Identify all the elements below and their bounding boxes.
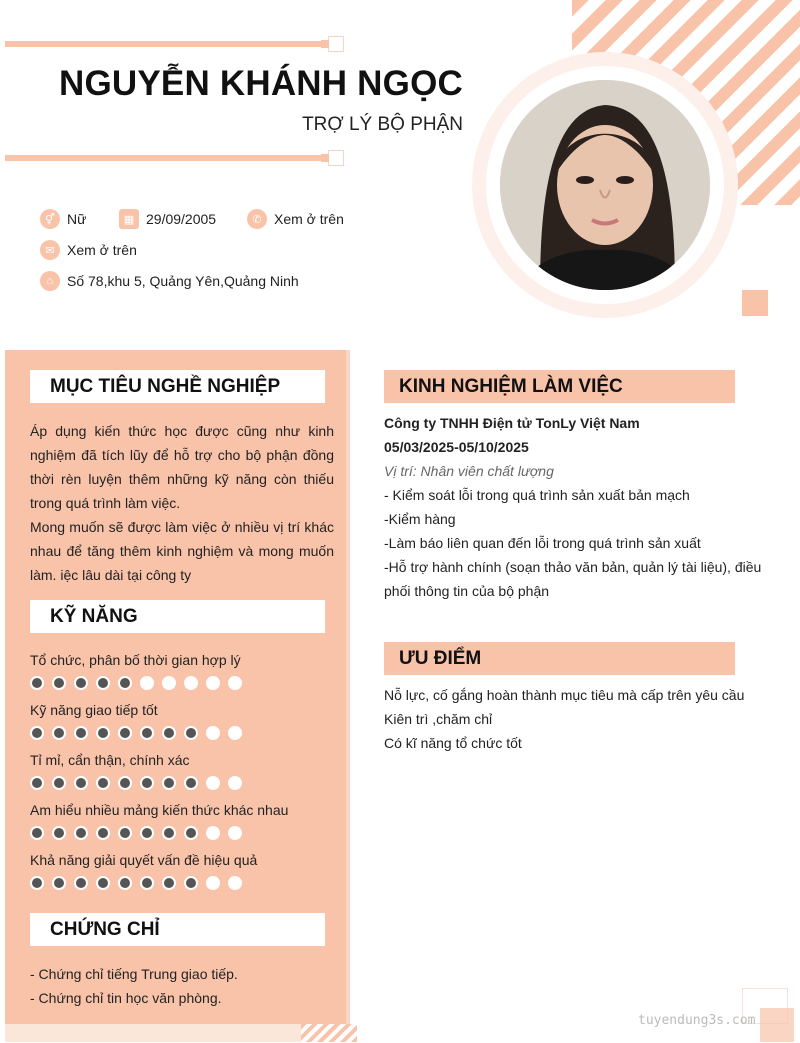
certificates-list — [30, 962, 238, 1010]
header-line-top — [5, 41, 328, 47]
experience-company: Công ty TNHH Điện tử TonLy Việt Nam — [384, 415, 640, 431]
strength-item: Nỗ lực, cố gắng hoàn thành mục tiêu mà cấp trên yêu cầu — [384, 687, 745, 703]
objective-paragraph-1: Áp dụng kiến thức học được cũng như kinh nghiệm đã tích lũy để hỗ trợ cho bộ phận đồng thời rèn luyện thêm những kỹ năng còn thiếu trong quá trình làm việc. — [30, 423, 334, 511]
rating-dot-filled — [52, 726, 66, 740]
experience-period: 05/03/2025-05/10/2025 — [384, 439, 529, 455]
experience-duty: -Làm báo liên quan đến lỗi trong quá trình sản xuất — [384, 535, 701, 551]
decorative-mask — [736, 205, 800, 295]
experience-duty: -Hỗ trợ hành chính (soạn thảo văn bản, quản lý tài liệu), điều phối thông tin của bộ phận — [384, 559, 762, 599]
rating-dot-filled — [162, 726, 176, 740]
rating-dot-filled — [118, 726, 132, 740]
gender-icon: ⚥ — [40, 209, 60, 229]
objective-text — [30, 419, 334, 587]
rating-dot-filled — [96, 726, 110, 740]
rating-dot-filled — [118, 876, 132, 890]
skill-label: Tỉ mỉ, cẩn thận, chính xác — [30, 752, 190, 768]
rating-dot-filled — [96, 776, 110, 790]
rating-dot-filled — [74, 726, 88, 740]
rating-dot-filled — [184, 826, 198, 840]
phone-icon: ✆ — [247, 209, 267, 229]
rating-dot-empty — [206, 826, 220, 840]
rating-dot-filled — [184, 776, 198, 790]
rating-dot-filled — [162, 776, 176, 790]
info-gender — [40, 209, 86, 229]
info-address — [40, 271, 299, 291]
rating-dot-empty — [228, 726, 242, 740]
skill-rating — [30, 726, 250, 740]
phone-value: Xem ở trên — [274, 211, 344, 227]
rating-dot-filled — [52, 676, 66, 690]
rating-dot-filled — [30, 876, 44, 890]
bottom-band — [5, 1024, 301, 1042]
rating-dot-empty — [228, 676, 242, 690]
rating-dot-empty — [162, 676, 176, 690]
rating-dot-filled — [140, 726, 154, 740]
experience-block — [384, 411, 769, 603]
header-line-top-dot — [321, 40, 329, 48]
experience-position: Vị trí: Nhân viên chất lượng — [384, 463, 554, 479]
rating-dot-filled — [118, 826, 132, 840]
rating-dot-empty — [228, 826, 242, 840]
rating-dot-filled — [118, 776, 132, 790]
address-value: Số 78,khu 5, Quảng Yên,Quảng Ninh — [67, 273, 299, 289]
rating-dot-filled — [74, 826, 88, 840]
rating-dot-filled — [52, 826, 66, 840]
experience-duty: -Kiểm hàng — [384, 511, 456, 527]
candidate-role: TRỢ LÝ BỘ PHẬN — [302, 114, 463, 135]
rating-dot-filled — [30, 826, 44, 840]
experience-duty: - Kiểm soát lỗi trong quá trình sản xuất bản mạch — [384, 487, 690, 503]
header-line-bottom — [5, 155, 328, 161]
avatar-portrait — [500, 80, 710, 290]
birthday-value: 29/09/2005 — [146, 211, 217, 227]
calendar-icon: ▦ — [119, 209, 139, 229]
candidate-name: NGUYỄN KHÁNH NGỌC — [59, 64, 463, 103]
strength-item: Kiên trì ,chăm chỉ — [384, 711, 493, 727]
skill-rating — [30, 676, 250, 690]
rating-dot-filled — [30, 776, 44, 790]
decorative-square — [742, 290, 768, 316]
home-icon: ⌂ — [40, 271, 60, 291]
skill-label: Kỹ năng giao tiếp tốt — [30, 702, 158, 718]
rating-dot-empty — [184, 676, 198, 690]
rating-dot-filled — [184, 726, 198, 740]
info-phone — [247, 209, 344, 229]
rating-dot-empty — [206, 726, 220, 740]
bottom-stripes — [301, 1024, 357, 1042]
skill-rating — [30, 776, 250, 790]
rating-dot-empty — [206, 776, 220, 790]
skill-label: Am hiểu nhiều mảng kiến thức khác nhau — [30, 802, 289, 818]
rating-dot-filled — [96, 676, 110, 690]
certificates-title: CHỨNG CHỈ — [30, 913, 325, 946]
rating-dot-empty — [228, 876, 242, 890]
rating-dot-empty — [140, 676, 154, 690]
objective-paragraph-2: Mong muốn sẽ được làm việc ở nhiều vị trí khác nhau để tăng thêm kinh nghiệm và mong muốn làm. iệc lâu dài tại công ty — [30, 519, 334, 583]
rating-dot-filled — [74, 876, 88, 890]
rating-dot-filled — [118, 676, 132, 690]
header-line-top-end — [328, 36, 344, 52]
rating-dot-filled — [52, 876, 66, 890]
rating-dot-empty — [206, 676, 220, 690]
email-icon: ✉ — [40, 240, 60, 260]
strength-item: Có kĩ năng tổ chức tốt — [384, 735, 522, 751]
rating-dot-filled — [74, 676, 88, 690]
skill-rating — [30, 826, 250, 840]
rating-dot-empty — [206, 876, 220, 890]
info-birthday — [119, 209, 216, 229]
objective-title: MỤC TIÊU NGHỀ NGHIỆP — [30, 370, 325, 403]
rating-dot-filled — [162, 826, 176, 840]
rating-dot-filled — [30, 676, 44, 690]
certificate-item: - Chứng chỉ tin học văn phòng. — [30, 990, 222, 1006]
header-line-bottom-dot — [321, 154, 329, 162]
rating-dot-filled — [140, 876, 154, 890]
info-email — [40, 240, 137, 260]
strengths-title: ƯU ĐIỂM — [384, 642, 735, 675]
left-column-shadow — [346, 350, 350, 1024]
rating-dot-filled — [96, 826, 110, 840]
email-value: Xem ở trên — [67, 242, 137, 258]
rating-dot-filled — [140, 776, 154, 790]
avatar — [500, 80, 710, 290]
skill-label: Tổ chức, phân bố thời gian hợp lý — [30, 652, 241, 668]
rating-dot-filled — [96, 876, 110, 890]
decorative-corner-square — [760, 1008, 794, 1042]
rating-dot-filled — [30, 726, 44, 740]
watermark: tuyendung3s.com — [638, 1013, 756, 1028]
skills-title: KỸ NĂNG — [30, 600, 325, 633]
rating-dot-empty — [228, 776, 242, 790]
experience-title: KINH NGHIỆM LÀM VIỆC — [384, 370, 735, 403]
rating-dot-filled — [140, 826, 154, 840]
strengths-list — [384, 683, 744, 755]
gender-value: Nữ — [67, 211, 87, 227]
rating-dot-filled — [162, 876, 176, 890]
rating-dot-filled — [74, 776, 88, 790]
certificate-item: - Chứng chỉ tiếng Trung giao tiếp. — [30, 966, 238, 982]
rating-dot-filled — [184, 876, 198, 890]
skill-rating — [30, 876, 250, 890]
skill-label: Khả năng giải quyết vấn đề hiệu quả — [30, 852, 258, 868]
rating-dot-filled — [52, 776, 66, 790]
header-line-bottom-end — [328, 150, 344, 166]
